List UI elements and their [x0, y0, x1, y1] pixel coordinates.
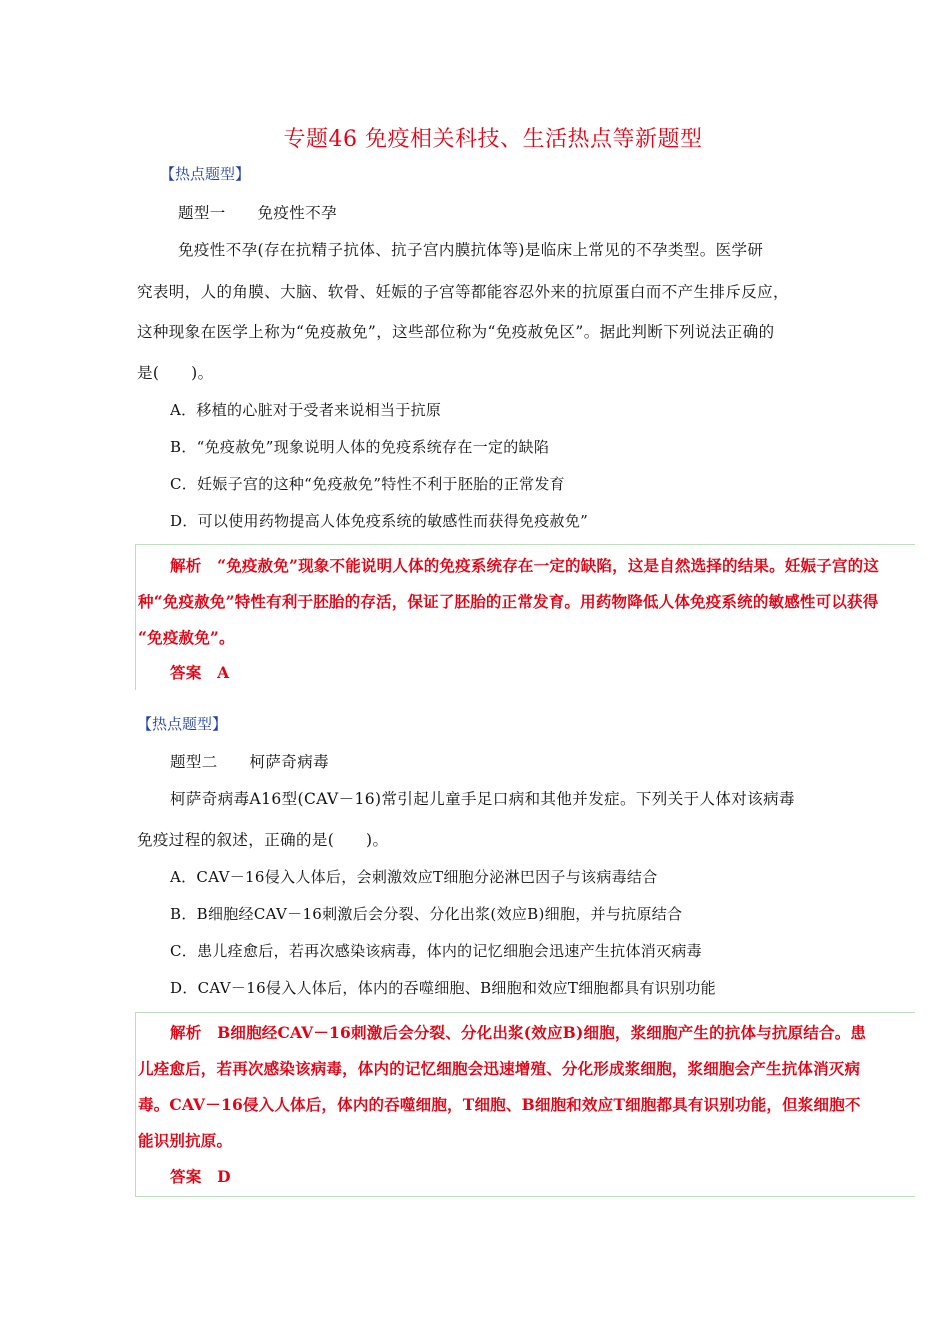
- analysis-box: [135, 544, 915, 690]
- option-b: B．B细胞经CAV－16刺激后会分裂、分化出浆(效应B)细胞，并与抗原结合: [170, 905, 683, 923]
- analysis-line: 能识别抗原。: [138, 1131, 233, 1150]
- page-title: 专题46 免疫相关科技、生活热点等新题型: [283, 127, 703, 152]
- analysis-line: 儿痊愈后，若再次感染该病毒，体内的记忆细胞会迅速增殖、分化形成浆细胞，浆细胞会产生抗体消灭病: [138, 1059, 861, 1078]
- analysis-line: 种“免疫赦免”特性有利于胚胎的存活，保证了胚胎的正常发育。用药物降低人体免疫系统的敏感性可以获得: [138, 592, 879, 611]
- hot-topic-tag: 【热点题型】: [137, 715, 228, 733]
- hot-topic-tag: 【热点题型】: [160, 165, 251, 183]
- option-c: C．患儿痊愈后，若再次感染该病毒，体内的记忆细胞会迅速产生抗体消灭病毒: [170, 942, 702, 960]
- question-stem-line: 免疫过程的叙述，正确的是( )。: [137, 831, 389, 849]
- analysis-line: 毒。CAV－16侵入人体后，体内的吞噬细胞，T细胞、B细胞和效应T细胞都具有识别功能，但浆细胞不: [138, 1095, 861, 1114]
- option-d: D．CAV－16侵入人体后，体内的吞噬细胞、B细胞和效应T细胞都具有识别功能: [170, 979, 716, 997]
- option-a: A．移植的心脏对于受者来说相当于抗原: [170, 401, 442, 419]
- analysis-line: “免疫赦免”。: [138, 628, 235, 647]
- question-stem-line: 是( )。: [137, 364, 214, 382]
- analysis-line: 解析 “免疫赦免”现象不能说明人体的免疫系统存在一定的缺陷，这是自然选择的结果。妊娠子宫的这: [170, 556, 880, 575]
- answer-text: 答案 D: [170, 1167, 231, 1186]
- option-d: D．可以使用药物提高人体免疫系统的敏感性而获得免疫赦免”: [170, 512, 589, 530]
- option-c: C．妊娠子宫的这种“免疫赦免”特性不利于胚胎的正常发育: [170, 475, 565, 493]
- analysis-box: [135, 1012, 915, 1197]
- answer-text: 答案 A: [170, 663, 230, 682]
- question-stem-line: 免疫性不孕(存在抗精子抗体、抗子宫内膜抗体等)是临床上常见的不孕类型。医学研: [178, 241, 764, 259]
- option-b: B．“免疫赦免”现象说明人体的免疫系统存在一定的缺陷: [170, 438, 550, 456]
- analysis-line: 解析 B细胞经CAV－16刺激后会分裂、分化出浆(效应B)细胞，浆细胞产生的抗体与抗原结合。患: [170, 1023, 867, 1042]
- question-stem-line: 柯萨奇病毒A16型(CAV－16)常引起儿童手足口病和其他并发症。下列关于人体对该病毒: [170, 790, 795, 808]
- question-type-heading: 题型一 免疫性不孕: [178, 204, 338, 222]
- question-type-heading: 题型二 柯萨奇病毒: [170, 753, 330, 771]
- question-stem-line: 究表明，人的角膜、大脑、软骨、妊娠的子宫等都能容忍外来的抗原蛋白而不产生排斥反应，: [137, 283, 789, 301]
- option-a: A．CAV－16侵入人体后，会刺激效应T细胞分泌淋巴因子与该病毒结合: [170, 868, 658, 886]
- question-stem-line: 这种现象在医学上称为“免疫赦免”，这些部位称为“免疫赦免区”。据此判断下列说法正确的: [137, 323, 775, 341]
